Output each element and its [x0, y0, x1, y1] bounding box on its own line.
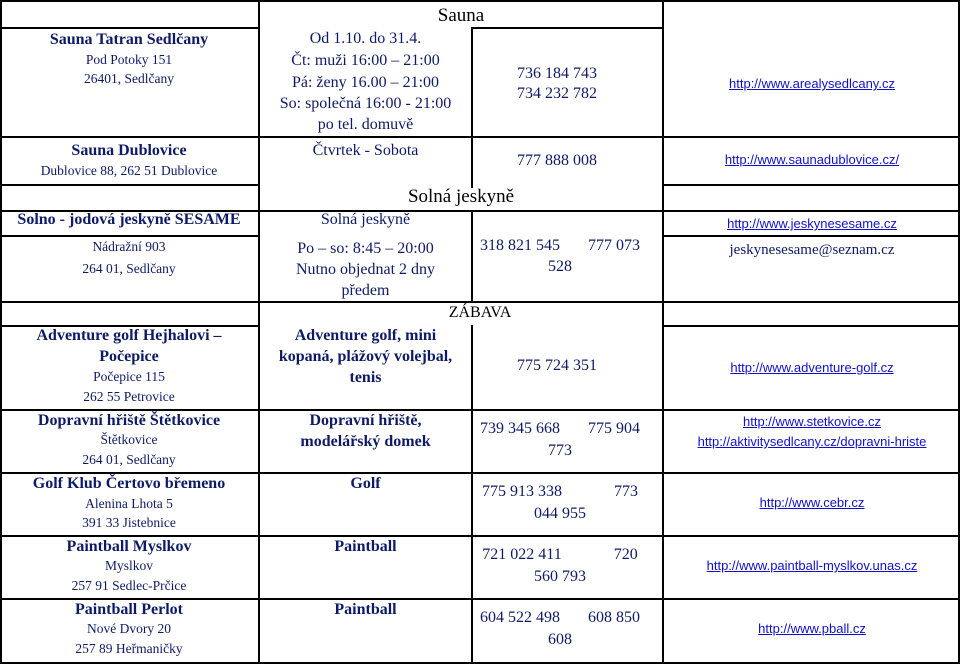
website-link[interactable]: http://aktivitysedlcany.cz/dopravni-hriste	[697, 434, 927, 449]
grid-line	[0, 535, 960, 537]
activity-type: Adventure golf, mini	[294, 327, 437, 344]
grid-line	[664, 235, 960, 237]
email-address[interactable]: jeskynesesame@seznam.cz	[729, 242, 895, 258]
opening-hours: po tel. domuvě	[317, 116, 414, 133]
phone-number: 608	[548, 631, 572, 648]
grid-line	[0, 27, 260, 29]
venue-address: 391 33 Jistebnice	[82, 515, 176, 530]
grid-line	[0, 184, 260, 186]
activity-type: Golf	[350, 475, 381, 492]
opening-hours: Od 1.10. do 31.4.	[309, 30, 422, 47]
venue-address: 262 55 Petrovice	[83, 389, 175, 404]
opening-hours: So: společná 16:00 - 21:00	[279, 95, 452, 112]
venue-address: Štětkovice	[100, 432, 158, 447]
phone-number: 318 821 545 777 073	[480, 237, 640, 254]
grid-line	[0, 472, 960, 474]
venue-address: Dublovice 88, 262 51 Dublovice	[40, 163, 218, 178]
opening-hours: Čt: muži 16:00 – 21:00	[291, 52, 440, 69]
website-link[interactable]: http://www.arealysedlcany.cz	[729, 76, 895, 91]
website-link[interactable]: http://www.cebr.cz	[759, 495, 865, 510]
phone-number: 734 232 782	[517, 85, 597, 102]
venue-address: 264 01, Sedlčany	[82, 452, 176, 467]
venue-address: 257 89 Heřmaničky	[75, 641, 183, 656]
activity-type: Solná jeskyně	[320, 211, 411, 228]
grid-line	[664, 325, 960, 327]
phone-number: 560 793	[534, 568, 586, 585]
venue-address: Počepice 115	[93, 369, 165, 384]
grid-line	[0, 0, 960, 2]
phone-number: 773	[548, 442, 572, 459]
opening-hours: předem	[341, 282, 390, 299]
opening-hours: Pá: ženy 16.00 – 21:00	[291, 74, 440, 91]
venue-address: Nádražní 903	[92, 239, 166, 254]
website-link[interactable]: http://www.saunadublovice.cz/	[724, 152, 900, 167]
phone-number: 739 345 668 775 904	[480, 420, 640, 437]
table-title: Sauna	[437, 5, 485, 26]
phone-number: 044 955	[534, 505, 586, 522]
grid-line	[0, 409, 960, 411]
website-link[interactable]: http://www.pball.cz	[758, 621, 866, 636]
grid-line	[0, 598, 960, 600]
website-link[interactable]: http://www.paintball-myslkov.unas.cz	[706, 558, 918, 573]
venue-name: Adventure golf Hejhalovi –	[36, 327, 222, 344]
grid-line	[0, 235, 260, 237]
grid-line	[471, 210, 473, 303]
grid-line	[0, 301, 960, 303]
phone-number: 721 022 411 720	[482, 546, 638, 563]
venue-name: Paintball Perlot	[75, 601, 183, 618]
phone-number: 777 888 008	[517, 152, 597, 169]
activity-type: tenis	[349, 369, 382, 386]
activity-type: Dopravní hřiště,	[309, 412, 422, 429]
venue-address: 257 91 Sedlec-Prčice	[71, 578, 187, 593]
phone-number: 528	[548, 258, 572, 275]
venue-address: Nové Dvory 20	[87, 621, 171, 636]
venue-name: Golf Klub Čertovo břemeno	[32, 475, 226, 492]
venue-name: Paintball Myslkov	[66, 538, 192, 555]
phone-number: 775 913 338 773	[482, 483, 638, 500]
grid-line	[471, 27, 664, 29]
venue-address: 264 01, Sedlčany	[82, 261, 176, 276]
phone-number: 775 724 351	[517, 357, 597, 374]
activity-type: modelářský domek	[300, 433, 431, 450]
grid-line	[664, 184, 960, 186]
phone-number: 736 184 743	[517, 65, 597, 82]
opening-hours: Nutno objednat 2 dny	[295, 261, 436, 278]
website-link[interactable]: http://www.jeskynesesame.cz	[727, 216, 897, 231]
activity-type: Paintball	[334, 601, 397, 618]
activity-type: kopaná, plážový volejbal,	[278, 348, 453, 365]
opening-hours: Čtvrtek - Sobota	[312, 142, 419, 159]
phone-number: 604 522 498 608 850	[480, 609, 640, 626]
section-header: Solná jeskyně	[407, 186, 515, 207]
opening-hours: Po – so: 8:45 – 20:00	[297, 240, 434, 257]
venue-address: 26401, Sedlčany	[84, 71, 174, 86]
venue-name: Sauna Dublovice	[71, 142, 187, 159]
venue-name: Počepice	[99, 348, 159, 365]
venue-name: Solno - jodová jeskyně SESAME	[17, 211, 241, 228]
activity-type: Paintball	[334, 538, 397, 555]
venue-name: Dopravní hřiště Štětkovice	[37, 412, 221, 429]
venue-address: Alenina Lhota 5	[85, 496, 173, 511]
website-link[interactable]: http://www.adventure-golf.cz	[730, 360, 894, 375]
venue-address: Pod Potoky 151	[85, 52, 173, 67]
venue-name: Sauna Tatran Sedlčany	[49, 31, 209, 48]
grid-line	[0, 136, 960, 138]
venue-address: Myslkov	[104, 558, 153, 573]
website-link[interactable]: http://www.stetkovice.cz	[743, 414, 881, 429]
section-header: ZÁBAVA	[448, 304, 512, 321]
